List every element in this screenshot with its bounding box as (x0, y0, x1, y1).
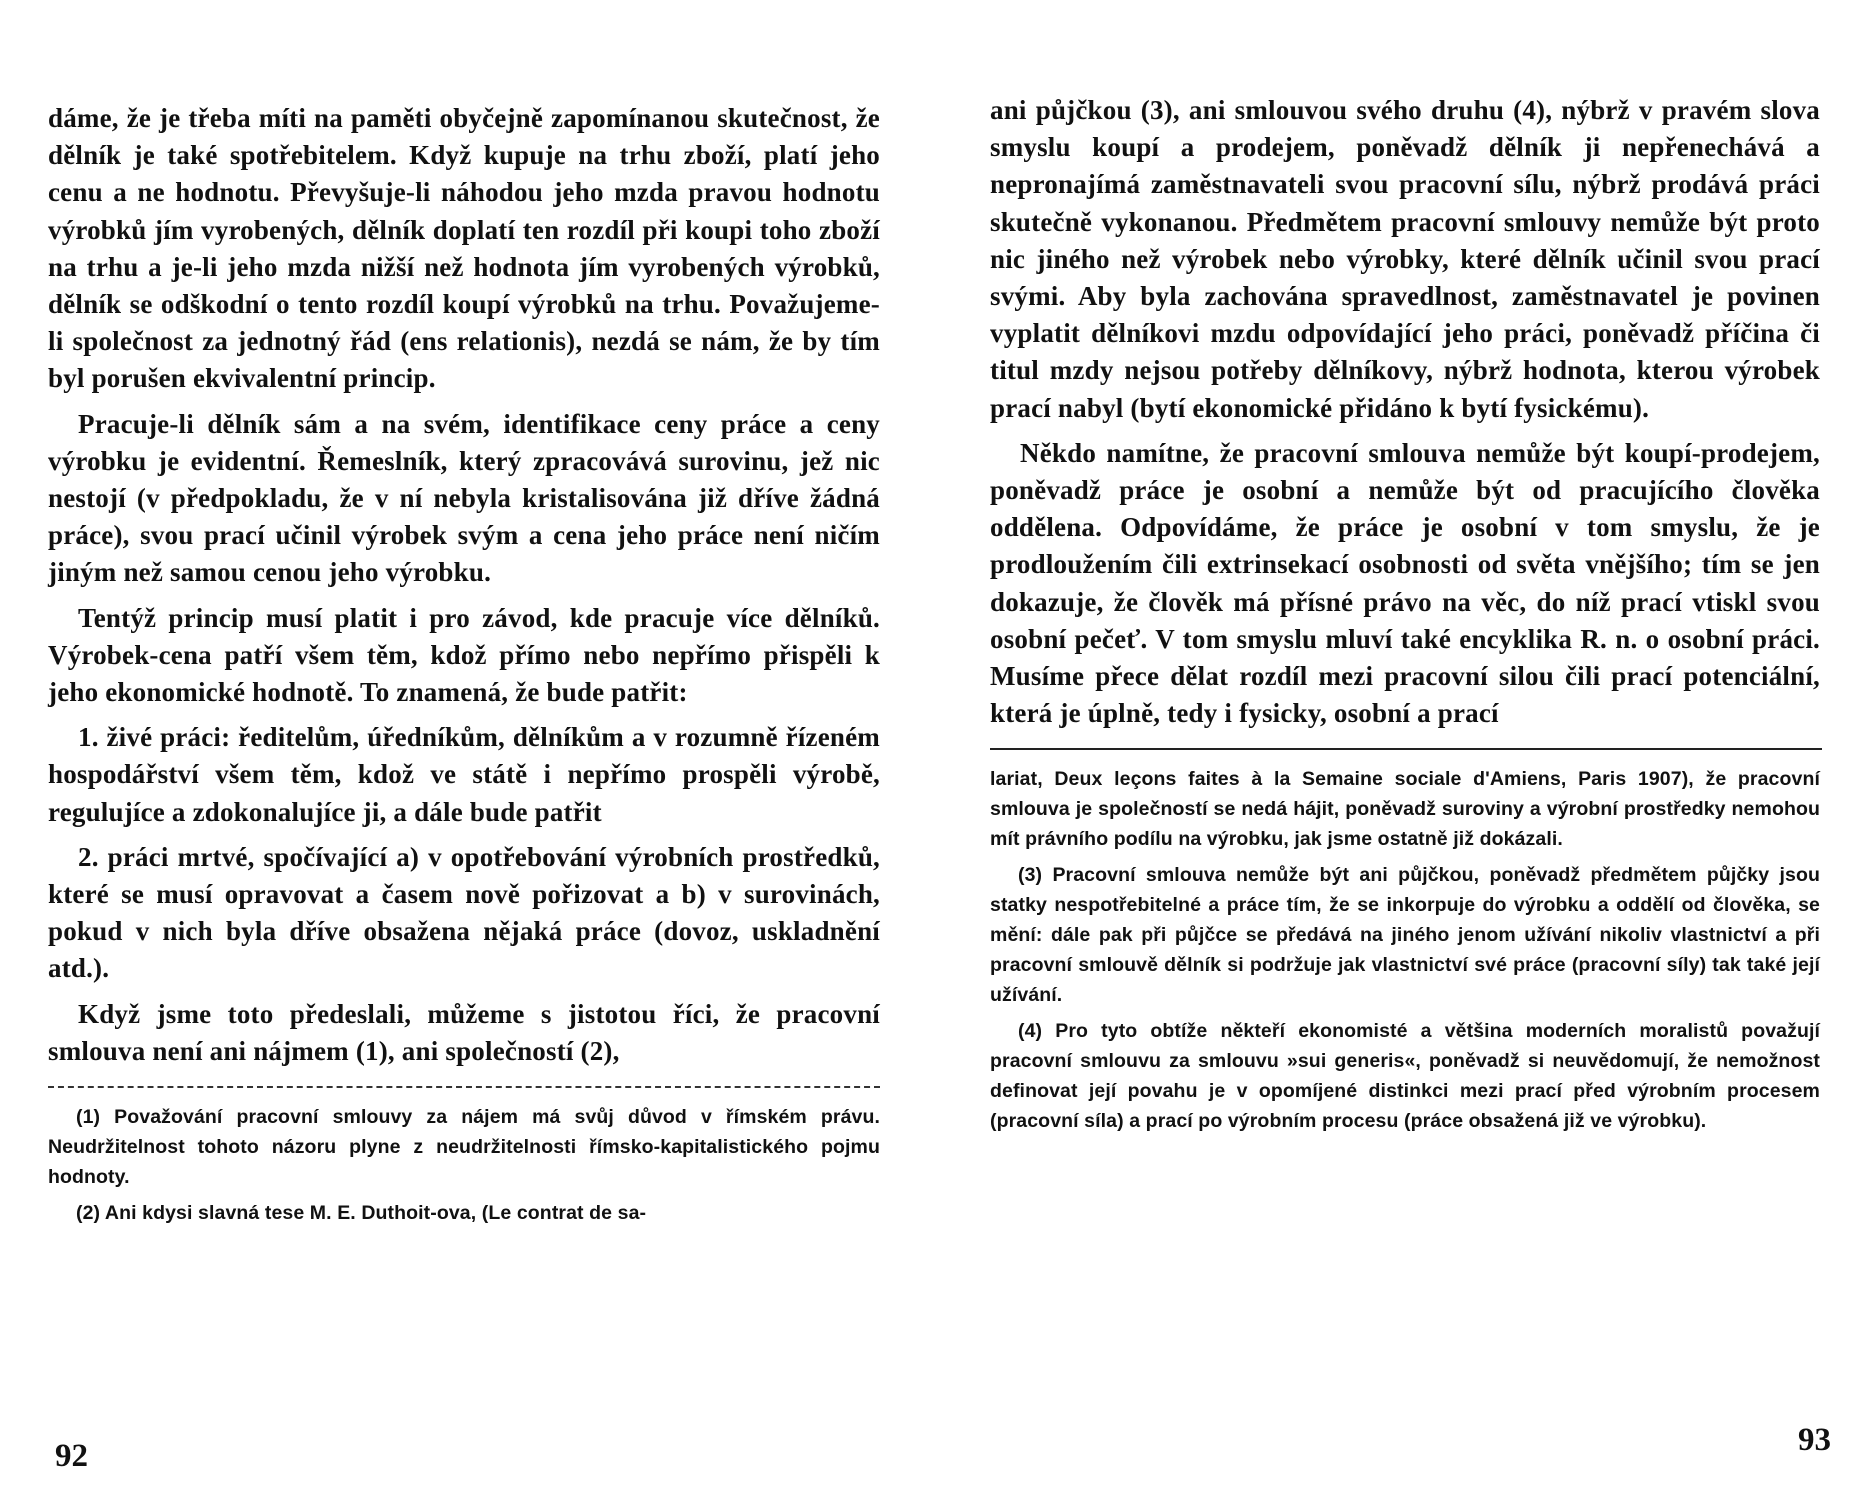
left-paragraph-1: dáme, že je třeba míti na paměti obyčejně zapomínanou skutečnost, že dělník je také spotřebitelem. Když kupuje na trhu zboží, platí jeho cenu a ne hodnotu. Převyšuje-li náhodou jeho mzda pravou hodnotu výrobků jím vyrobených, dělník doplatí ten rozdíl při koupi toho zboží na trhu a je-li jeho mzda nižší než hodnota jím vyrobených výrobků, dělník se odškodní o tento rozdíl koupí výrobků na trhu. Považujeme-li společnost za jednotný řád (ens relationis), nezdá se nám, že by tím byl porušen ekvivalentní princip. (48, 103, 880, 394)
left-body-text (48, 100, 880, 1070)
left-text-column (48, 100, 880, 1234)
right-text-column (990, 92, 1820, 1142)
left-list-item-2: 2. práci mrtvé, spočívající a) v opotřebování výrobních prostředků, které se musí opravovat a časem nově pořizovat a b) v surovinách, pokud v nich byla dříve obsažena nějaká práce (dovoz, uskladnění atd.). (48, 841, 880, 984)
right-body-text (990, 92, 1820, 732)
footnote-2: (2) Ani kdysi slavná tese M. E. Duthoit-ova, (Le contrat de sa- (76, 1202, 647, 1225)
footnote-1: (1) Považování pracovní smlouvy za nájem má svůj důvod v římském právu. Neudržitelnost tohoto názoru plyne z neudržitelnosti římsko-kapitalistického pojmu hodnoty. (48, 1106, 880, 1189)
right-paragraph-1: ani půjčkou (3), ani smlouvou svého druhu (4), nýbrž v pravém slova smyslu koupí a prodejem, poněvadž dělník ji nepřenechává a nepronajímá zaměstnavateli svou pracovní sílu, nýbrž prodává práci skutečně vykonanou. Předmětem pracovní smlouvy nemůže být proto nic jiného než výrobek nebo výrobky, které dělník učinil svou prací svými. Aby byla zachována spravedlnost, zaměstnavatel je povinen vyplatit dělníkovi mzdu odpovídající jeho práci, poněvadž příčina či titul mzdy nejsou potřeby dělníkovy, nýbrž hodnota, kterou výrobek prací nabyl (bytí ekonomické přidáno k bytí fysickému). (990, 95, 1820, 423)
footnote-3: (3) Pracovní smlouva nemůže být ani půjčkou, poněvadž předmětem půjčky jsou statky nespotřebitelné a práce tím, že se inkorpuje do výrobku a oddělí od člověka, se mění: dále pak při půjčce se předává na jiného jenom užívání nikoliv vlastnictví a při pracovní smlouvě dělník si podržuje jak vlastnictví své práce (pracovní síly) tak také její užívání. (990, 864, 1820, 1007)
right-paragraph-2: Někdo namítne, že pracovní smlouva nemůže být koupí-prodejem, poněvadž práce je osobní a nemůže být od pracujícího člověka oddělena. Odpovídáme, že práce je osobní v tom smyslu, že je prodloužením čili extrinsekací osobnosti od světa vnějšího; tím se jen dokazuje, že člověk má přísné právo na věc, do níž prací vtiskl svou osobní pečeť. V tom smyslu mluví také encyklika R. n. o osobní práci. Musíme přece dělat rozdíl mezi pracovní silou čili prací potenciální, která je úplně, tedy i fysicky, osobní a prací (990, 437, 1820, 729)
footnote-divider (48, 1086, 880, 1088)
page-number-left: 92 (55, 1438, 88, 1474)
footnote-4: (4) Pro tyto obtíže někteří ekonomisté a většina moderních moralistů považují pracovní smlouvu za smlouvu »sui generis«, poněvadž si neuvědomují, že nemožnost definovat její povahu je v opomíjené distinkci mezi prací před výrobním procesem (pracovní síla) a prací po výrobním procesu (práce obsažená již ve výrobku). (990, 1020, 1820, 1133)
footnote-divider (990, 748, 1822, 750)
footnote-2-continued: lariat, Deux leçons faites à la Semaine sociale d'Amiens, Paris 1907), že pracovní smlouva je společností se nedá hájit, poněvadž suroviny a výrobní prostředky nemohou mít právního podílu na výrobku, jak jsme ostatně již dokázali. (990, 768, 1820, 851)
page-number-right: 93 (1798, 1422, 1831, 1458)
left-paragraph-2: Pracuje-li dělník sám a na svém, identifikace ceny práce a ceny výrobku je evidentní. Řemeslník, který zpracovává surovinu, jež nic nestojí (v předpokladu, že v ní nebyla kristalisována již dříve žádná práce), svou prací učinil výrobek svým a cena jeho práce není ničím jiným než samou cenou jeho výrobku. (48, 408, 880, 588)
left-list-item-1: 1. živé práci: ředitelům, úředníkům, dělníkům a v rozumně řízeném hospodářství všem těm, kdož ve státě i nepřímo prospěli výrobě, regulujíce a zdokonalujíce ji, a dále bude patřit (48, 722, 880, 827)
right-footnotes (990, 764, 1820, 1136)
left-footnotes (48, 1102, 880, 1228)
left-paragraph-6: Když jsme toto předeslali, můžeme s jistotou říci, že pracovní smlouva není ani nájmem (1), ani společností (2), (48, 998, 880, 1066)
left-paragraph-3: Tentýž princip musí platit i pro závod, kde pracuje více dělníků. Výrobek-cena patří všem těm, kdož přímo nebo nepřímo přispěli k jeho ekonomické hodnotě. To znamená, že bude patřit: (48, 602, 880, 708)
